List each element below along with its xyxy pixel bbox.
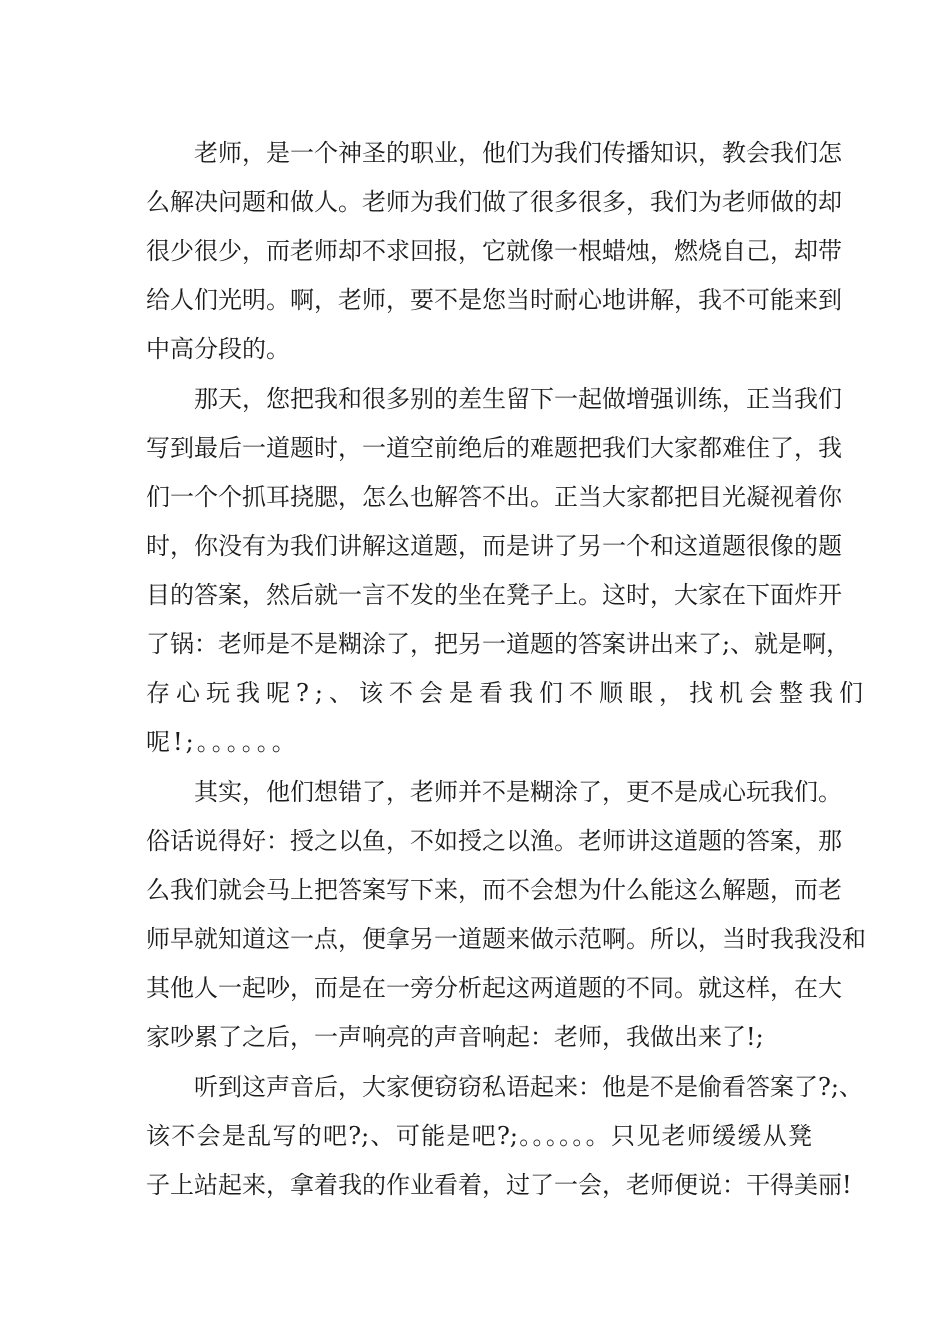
text-line: 中高分段的。	[146, 335, 290, 363]
text-line: 目的答案，然后就一言不发的坐在凳子上。这时，大家在下面炸开	[146, 581, 842, 609]
text-line: 很少很少，而老师却不求回报，它就像一根蜡烛，燃烧自己，却带	[146, 237, 842, 265]
text-line: 们一个个抓耳挠腮，怎么也解答不出。正当大家都把目光凝视着你	[146, 483, 842, 511]
text-line: 该不会是乱写的吧?;、可能是吧?;。。。。。。只见老师缓缓从凳	[146, 1122, 812, 1150]
text-line: 子上站起来，拿着我的作业看着，过了一会，老师便说：干得美丽!	[146, 1171, 852, 1199]
text-line: 师早就知道这一点，便拿另一道题来做示范啊。所以，当时我我没和	[146, 925, 866, 953]
text-line: 给人们光明。啊，老师，要不是您当时耐心地讲解，我不可能来到	[146, 286, 842, 314]
text-line: 俗话说得好：授之以鱼，不如授之以渔。老师讲这道题的答案，那	[146, 827, 842, 855]
text-line: 家吵累了之后，一声响亮的声音响起：老师，我做出来了!;	[146, 1023, 764, 1051]
text-line: 时，你没有为我们讲解这道题，而是讲了另一个和这道题很像的题	[146, 532, 842, 560]
text-line: 么解决问题和做人。老师为我们做了很多很多，我们为老师做的却	[146, 188, 842, 216]
text-line: 其实，他们想错了，老师并不是糊涂了，更不是成心玩我们。	[194, 778, 842, 806]
text-line: 写到最后一道题时，一道空前绝后的难题把我们大家都难住了，我	[146, 434, 842, 462]
text-line: 听到这声音后，大家便窃窃私语起来：他是不是偷看答案了?;、	[194, 1073, 863, 1101]
text-line: 老师，是一个神圣的职业，他们为我们传播知识，教会我们怎	[194, 139, 842, 167]
text-line: 存心玩我呢?;、该不会是看我们不顺眼，找机会整我们	[146, 679, 869, 707]
text-line: 其他人一起吵，而是在一旁分析起这两道题的不同。就这样，在大	[146, 974, 842, 1002]
text-line: 么我们就会马上把答案写下来，而不会想为什么能这么解题，而老	[146, 876, 842, 904]
text-line: 呢!;。。。。。。	[146, 728, 299, 756]
text-line: 了锅：老师是不是糊涂了，把另一道题的答案讲出来了;、就是啊，	[146, 630, 851, 658]
text-line: 那天，您把我和很多别的差生留下一起做增强训练，正当我们	[194, 385, 842, 413]
